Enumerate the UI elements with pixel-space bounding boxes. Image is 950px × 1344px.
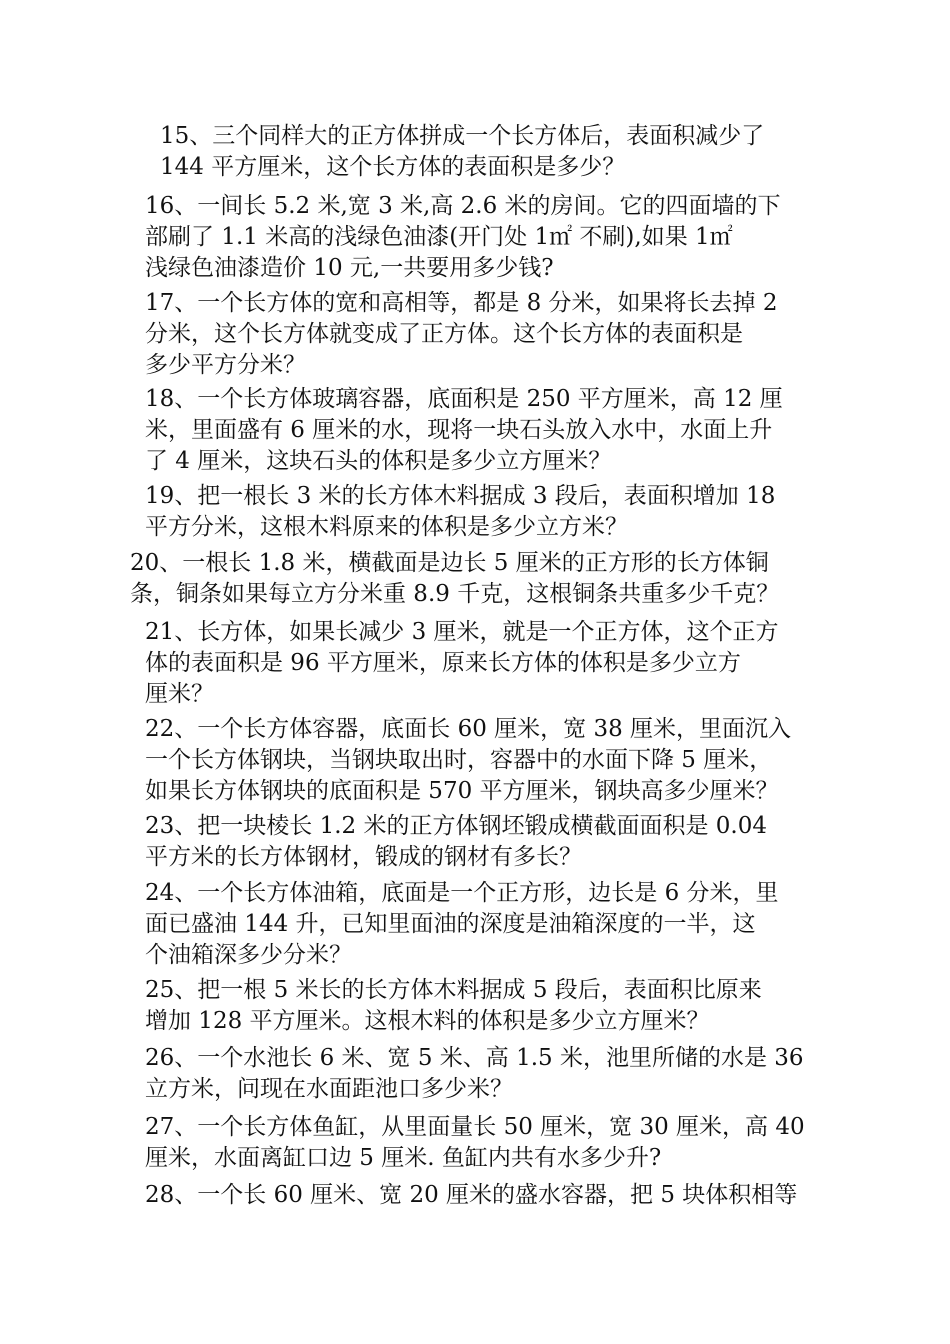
problem-line: 一个长方体钢块，当钢块取出时，容器中的水面下降 5 厘米， <box>145 747 773 773</box>
problem-line: 15、三个同样大的正方体拼成一个长方体后，表面积减少了 <box>160 123 765 149</box>
problem-line: 23、把一块棱长 1.2 米的正方体钢坯锻成横截面面积是 0.04 <box>145 813 767 839</box>
problem-16 <box>145 191 781 284</box>
problem-line: 26、一个水池长 6 米、宽 5 米、高 1.5 米，池里所储的水是 36 <box>145 1045 804 1071</box>
problem-line: 18、一个长方体玻璃容器，底面积是 250 平方厘米，高 12 厘 <box>145 386 783 412</box>
problem-line: 21、长方体，如果长减少 3 厘米，就是一个正方体，这个正方 <box>145 619 779 645</box>
problem-line: 厘米？ <box>145 681 214 707</box>
problem-line: 体的表面积是 96 平方厘米，原来长方体的体积是多少立方 <box>145 650 741 676</box>
problem-line: 144 平方厘米，这个长方体的表面积是多少？ <box>160 154 626 180</box>
problem-27 <box>145 1112 805 1174</box>
problem-line: 22、一个长方体容器，底面长 60 厘米，宽 38 厘米，里面沉入 <box>145 716 792 742</box>
problem-line: 面已盛油 144 升，已知里面油的深度是油箱深度的一半，这 <box>145 911 756 937</box>
problem-line: 平方米的长方体钢材，锻成的钢材有多长？ <box>145 844 582 870</box>
problem-28 <box>145 1180 797 1211</box>
problem-line: 立方米，问现在水面距池口多少米？ <box>145 1076 513 1102</box>
problem-line: 增加 128 平方厘米。这根木料的体积是多少立方厘米？ <box>145 1008 710 1034</box>
problem-line: 24、一个长方体油箱，底面是一个正方形，边长是 6 分米，里 <box>145 880 779 906</box>
problem-line: 个油箱深多少分米？ <box>145 942 352 968</box>
problem-line: 分米，这个长方体就变成了正方体。这个长方体的表面积是 <box>145 321 743 347</box>
problem-22 <box>145 714 791 807</box>
problem-17 <box>145 288 777 381</box>
problem-19 <box>145 481 775 543</box>
problem-line: 16、一间长 5.2 米,宽 3 米,高 2.6 米的房间。它的四面墙的下 <box>145 193 781 219</box>
problem-20 <box>130 548 779 610</box>
problem-24 <box>145 878 779 971</box>
problem-line: 条，铜条如果每立方分米重 8.9 千克，这根铜条共重多少千克？ <box>130 581 780 607</box>
problem-line: 部刷了 1.1 米高的浅绿色油漆(开门处 1㎡ 不刷),如果 1㎡ <box>145 224 733 250</box>
problem-line: 20、一根长 1.8 米，横截面是边长 5 厘米的正方形的长方体铜 <box>130 550 769 576</box>
problem-line: 多少平方分米？ <box>145 352 306 378</box>
problem-18 <box>145 384 783 477</box>
problem-line: 如果长方体钢块的底面积是 570 平方厘米，钢块高多少厘米？ <box>145 778 779 804</box>
problem-line: 平方分米，这根木料原来的体积是多少立方米？ <box>145 514 628 540</box>
problem-23 <box>145 811 767 873</box>
problem-26 <box>145 1043 804 1105</box>
problem-line: 了 4 厘米，这块石头的体积是多少立方厘米？ <box>145 448 612 474</box>
problem-line: 19、把一根长 3 米的长方体木料据成 3 段后，表面积增加 18 <box>145 483 776 509</box>
problem-15 <box>160 121 764 183</box>
problem-line: 28、一个长 60 厘米、宽 20 厘米的盛水容器，把 5 块体积相等 <box>145 1182 798 1208</box>
problem-25 <box>145 975 762 1037</box>
problem-line: 厘米，水面离缸口边 5 厘米. 鱼缸内共有水多少升? <box>145 1145 662 1171</box>
problem-line: 27、一个长方体鱼缸，从里面量长 50 厘米，宽 30 厘米，高 40 <box>145 1114 805 1140</box>
problem-line: 25、把一根 5 米长的长方体木料据成 5 段后，表面积比原来 <box>145 977 762 1003</box>
problem-line: 米，里面盛有 6 厘米的水，现将一块石头放入水中，水面上升 <box>145 417 773 443</box>
problem-line: 浅绿色油漆造价 10 元,一共要用多少钱? <box>145 255 554 281</box>
problem-line: 17、一个长方体的宽和高相等，都是 8 分米，如果将长去掉 2 <box>145 290 778 316</box>
problem-21 <box>145 617 779 710</box>
